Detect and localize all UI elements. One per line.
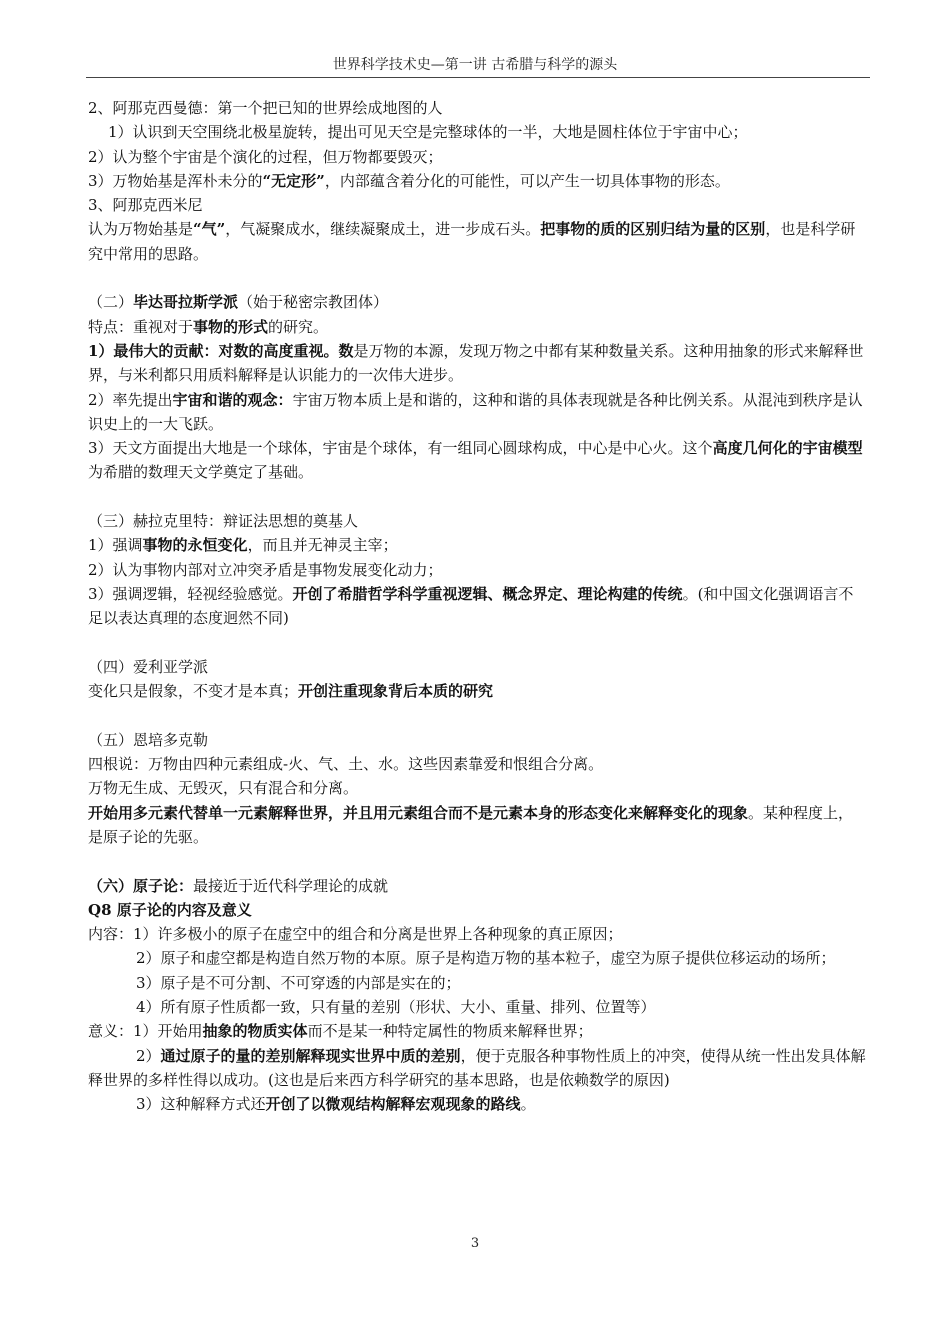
paragraph: 特点：重视对于事物的形式的研究。: [88, 317, 329, 336]
bold-text: （六）原子论：: [88, 876, 194, 895]
paragraph: 2）通过原子的量的差别解释现实世界中质的差别，便于克服各种事物性质上的冲突，使得从统一性出发具体解释世界的多样性得以成功。(这也是后来西方科学研究的基本思路，也是依赖数学的原因): [88, 1046, 866, 1089]
paragraph: 认为万物始基是“气”，气凝聚成水，继续凝聚成土，进一步成石头。把事物的质的区别归结为量的区别，也是科学研究中常用的思路。: [88, 220, 856, 263]
bold-text: 宇宙和谐的观念：: [172, 390, 293, 409]
header-rule: [86, 77, 870, 78]
spacer: [88, 631, 868, 655]
paragraph: 内容：1）许多极小的原子在虚空中的组合和分离是世界上各种现象的真正原因；: [88, 925, 623, 944]
bold-text: 事物的永恒变化: [142, 536, 248, 555]
paragraph: 四根说：万物由四种元素组成-火、气、土、水。这些因素靠爱和恨组合分离。: [88, 755, 604, 774]
paragraph: 3）强调逻辑，轻视经验感觉。开创了希腊哲学科学重视逻辑、概念界定、理论构建的传统。(和中国文化强调语言不足以表达真理的态度迥然不同): [88, 584, 854, 628]
paragraph: 开始用多元素代替单一元素解释世界，并且用元素组合而不是元素本身的形态变化来解释变化的现象。某种程度上，是原子论的先驱。: [88, 803, 854, 846]
paragraph: 意义：1）开始用抽象的物质实体而不是某一种特定属性的物质来解释世界；: [88, 1022, 593, 1041]
section-anaximenes-title: 3、阿那克西米尼: [88, 196, 203, 215]
spacer: [88, 849, 868, 873]
paragraph: 2）认为事物内部对立冲突矛盾是事物发展变化动力；: [88, 560, 443, 579]
bold-text: “气”: [193, 220, 226, 239]
bold-text: 开创了希腊哲学科学重视逻辑、概念界定、理论构建的传统: [292, 584, 683, 603]
bold-text: Q8 原子论的内容及意义: [88, 900, 252, 919]
paragraph: 变化只是假象，不变才是本真；开创注重现象背后本质的研究: [88, 682, 494, 701]
spacer: [88, 266, 868, 290]
paragraph: 1）最伟大的贡献：对数的高度重视。数是万物的本源，发现万物之中都有某种数量关系。这种用抽象的形式来解释世界，与米利都只用质料解释是认识能力的一次伟大进步。: [88, 341, 864, 385]
paragraph: 3）原子是不可分割、不可穿透的内部是实在的；: [136, 973, 461, 992]
section-atomism-title: （六）原子论：最接近于近代科学理论的成就: [88, 876, 389, 895]
paragraph: 4）所有原子性质都一致，只有量的差别（形状、大小、重量、排列、位置等）: [136, 997, 656, 1016]
bold-text: “无定形”: [262, 171, 325, 190]
bold-text: 毕达哥拉斯学派: [133, 293, 239, 312]
bold-text: 通过原子的量的差别解释现实世界中质的差别: [160, 1046, 461, 1065]
page-number: 3: [470, 1236, 480, 1251]
bold-text: 1）最伟大的贡献：对数的高度重视。数: [88, 341, 354, 360]
bold-text: 高度几何化的宇宙模型: [712, 439, 863, 458]
section-heraclitus-title: （三）赫拉克里特：辩证法思想的奠基人: [88, 512, 359, 531]
section-empedocles-title: （五）恩培多克勒: [88, 730, 209, 749]
section-pythagoreans-title: （二）毕达哥拉斯学派（始于秘密宗教团体）: [88, 293, 389, 312]
bold-text: 把事物的质的区别归结为量的区别: [540, 220, 766, 239]
bold-text: 开创注重现象背后本质的研究: [298, 682, 494, 701]
paragraph: 2）率先提出宇宙和谐的观念：宇宙万物本质上是和谐的，这种和谐的具体表现就是各种比例关系。从混沌到秩序是认识史上的一大飞跃。: [88, 390, 863, 433]
paragraph: 3）天文方面提出大地是一个球体，宇宙是个球体，有一组同心圆球构成，中心是中心火。这个高度几何化的宇宙模型为希腊的数理天文学奠定了基础。: [88, 439, 863, 482]
page-header: 世界科学技术史—第一讲 古希腊与科学的源头: [332, 57, 618, 73]
paragraph: 1）强调事物的永恒变化，而且并无神灵主宰；: [88, 536, 398, 555]
bold-text: 事物的形式: [193, 317, 269, 336]
section-eleatics-title: （四）爱利亚学派: [88, 657, 209, 676]
spacer: [88, 485, 868, 509]
section-anaximander-title: 2、阿那克西曼德：第一个把已知的世界绘成地图的人: [88, 99, 443, 117]
paragraph: 万物无生成、无毁灭，只有混合和分离。: [88, 779, 359, 798]
bold-text: 开创了以微观结构解释宏观现象的路线: [265, 1095, 521, 1114]
paragraph: 3）万物始基是浑朴未分的“无定形”，内部蕴含着分化的可能性，可以产生一切具体事物的形态。: [88, 171, 730, 190]
document-body: [88, 96, 868, 1116]
bold-text: 开始用多元素代替单一元素解释世界，并且用元素组合而不是元素本身的形态变化来解释变化的现象: [88, 803, 749, 822]
paragraph: 1）认识到天空围绕北极星旋转，提出可见天空是完整球体的一半，大地是圆柱体位于宇宙中心；: [108, 123, 748, 142]
paragraph: 2）原子和虚空都是构造自然万物的本原。原子是构造万物的基本粒子，虚空为原子提供位移运动的场所；: [136, 949, 836, 968]
bold-text: 抽象的物质实体: [202, 1022, 308, 1041]
question-heading: [88, 898, 868, 922]
spacer: [88, 703, 868, 727]
paragraph: 3）这种解释方式还开创了以微观结构解释宏观现象的路线。: [136, 1095, 536, 1114]
paragraph: 2）认为整个宇宙是个演化的过程，但万物都要毁灭；: [88, 147, 443, 166]
